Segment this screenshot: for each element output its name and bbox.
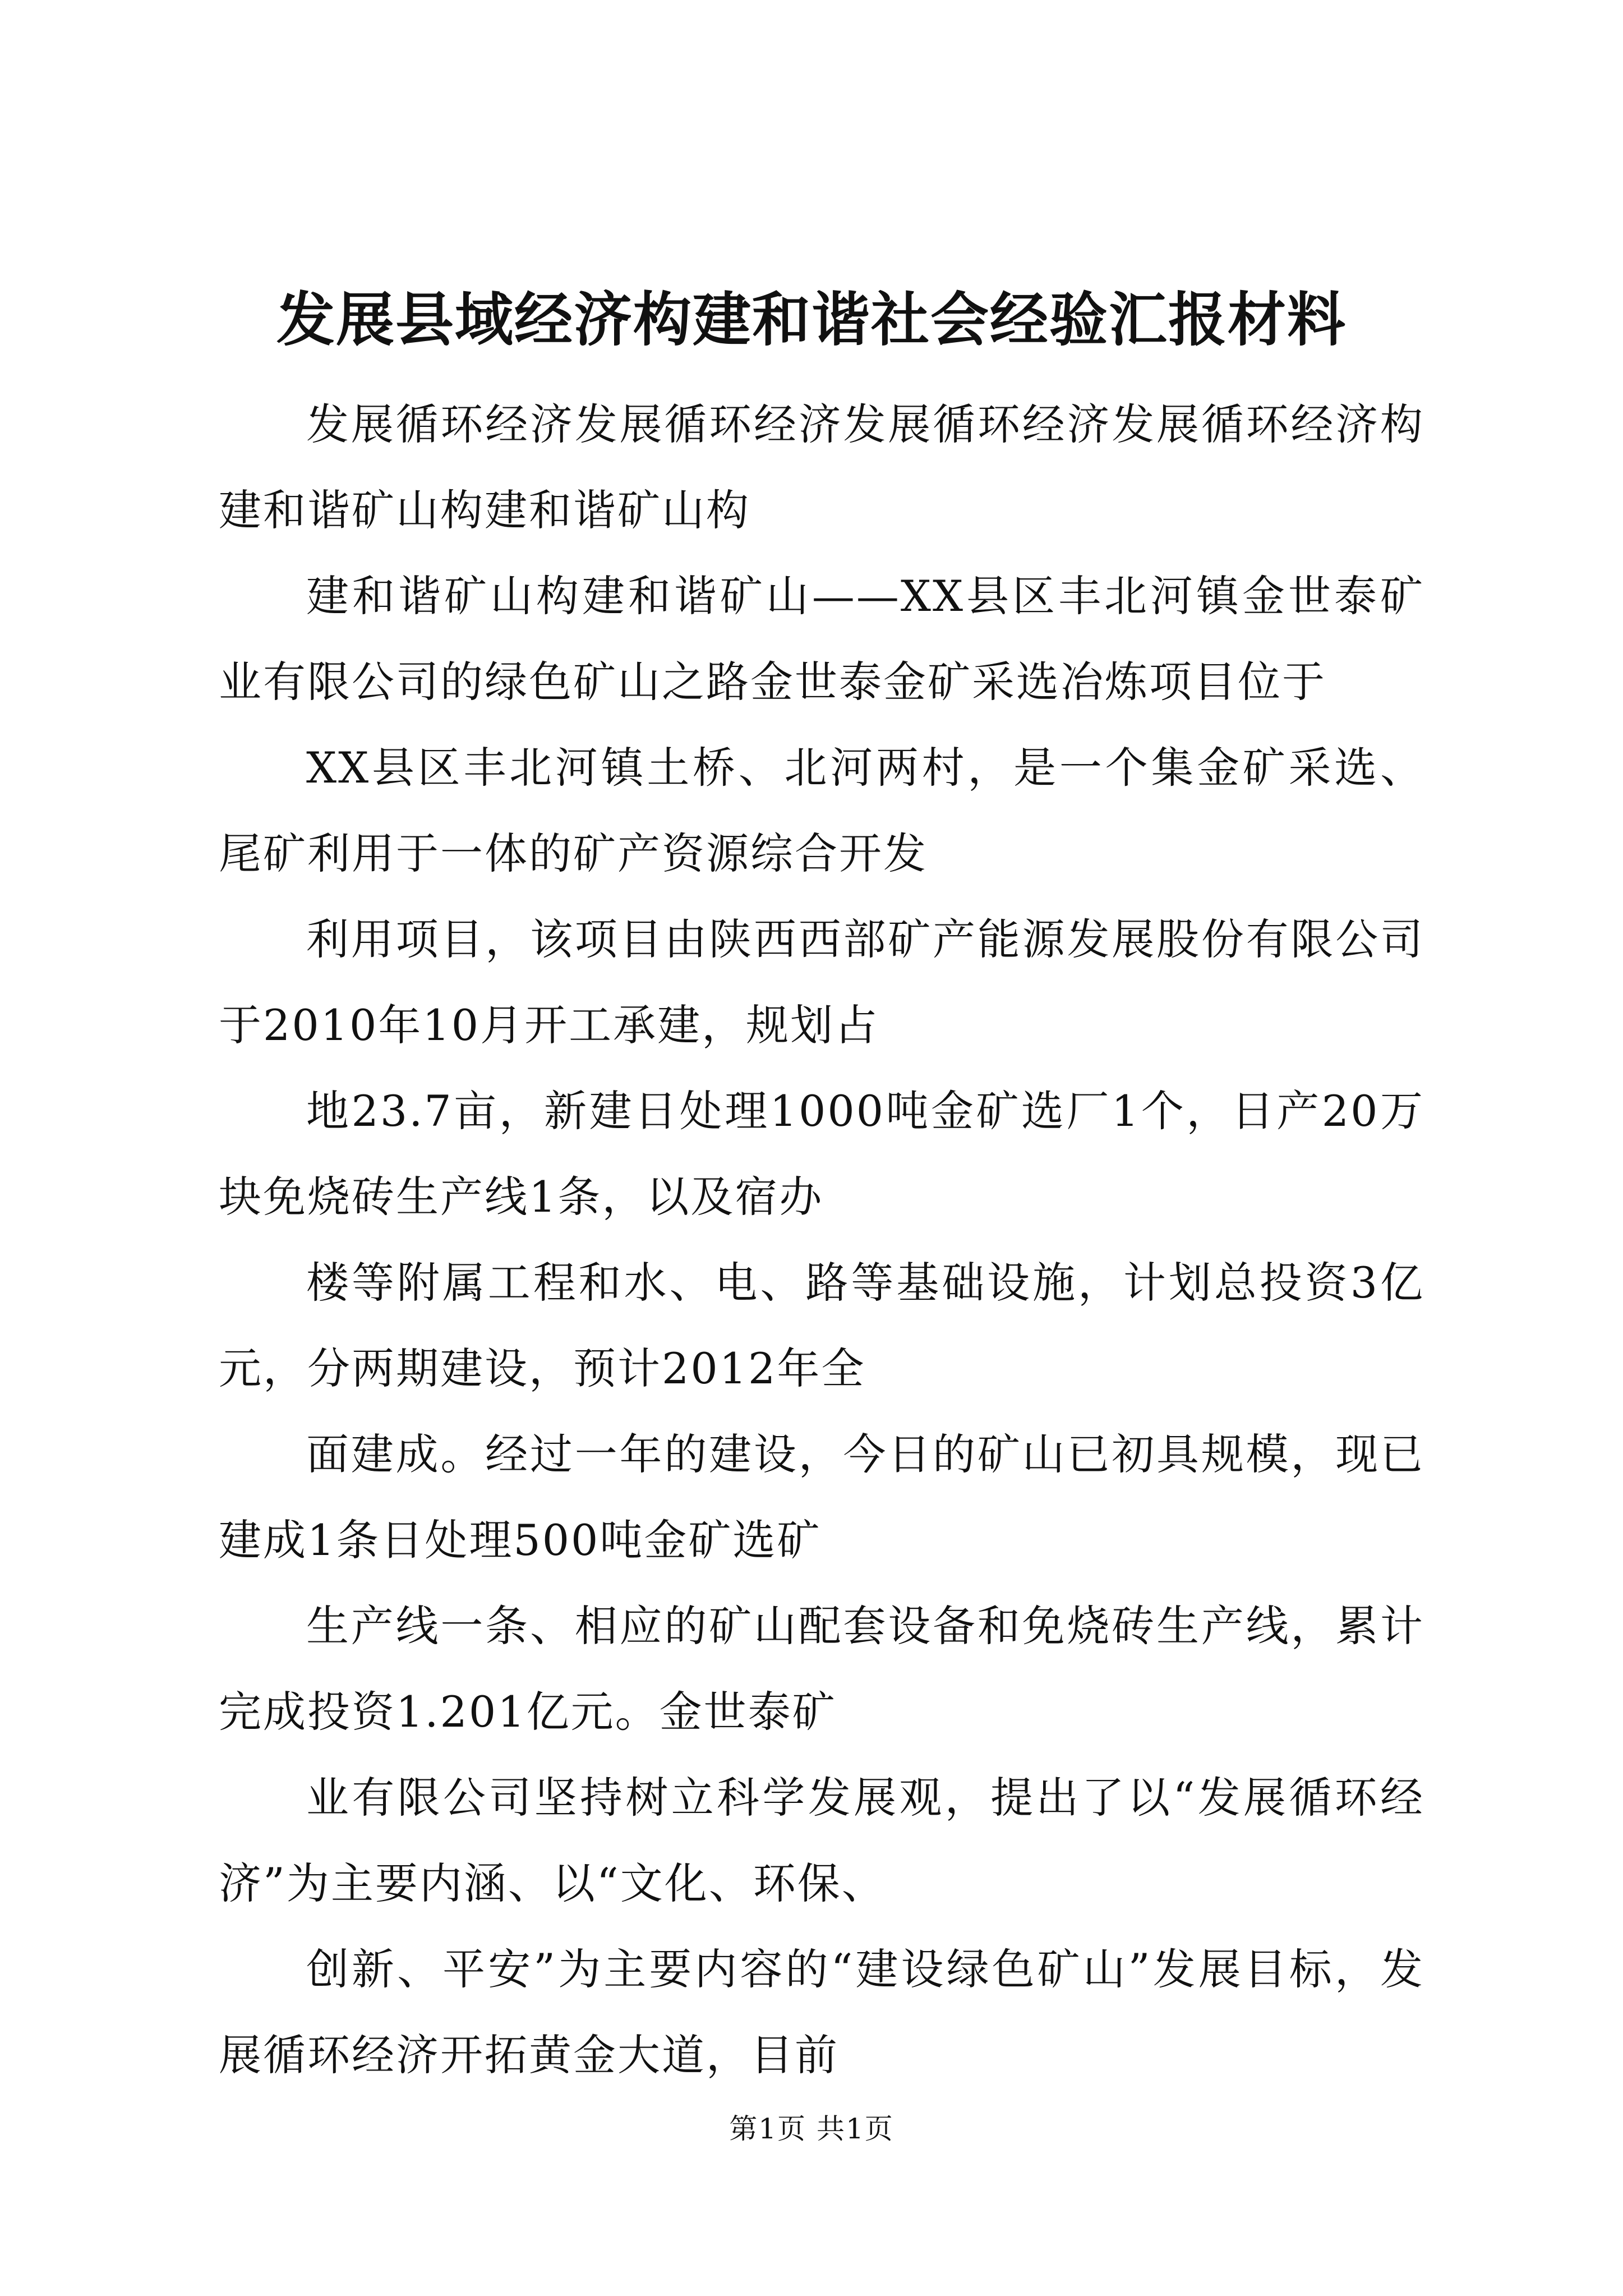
paragraph: 业有限公司坚持树立科学发展观，提出了以“发展循环经济”为主要内涵、以“文化、环保、 bbox=[219, 1773, 1424, 1908]
document-title: 发展县域经济构建和谐社会经验汇报材料 bbox=[276, 285, 1347, 354]
paragraph: 地23.7亩，新建日处理1000吨金矿选厂1个，日产20万块免烧砖生产线1条，以及宿办 bbox=[219, 1086, 1424, 1222]
paragraph: 发展循环经济发展循环经济发展循环经济发展循环经济构建和谐矿山构建和谐矿山构 bbox=[219, 399, 1424, 535]
document-body bbox=[219, 381, 1424, 2098]
paragraph: XX县区丰北河镇土桥、北河两村，是一个集金矿采选、尾矿利用于一体的矿产资源综合开发 bbox=[219, 743, 1424, 878]
paragraph: 楼等附属工程和水、电、路等基础设施，计划总投资3亿元，分两期建设，预计2012年全 bbox=[219, 1258, 1424, 1393]
page-footer: 第1页 共1页 bbox=[729, 2113, 894, 2145]
paragraph: 面建成。经过一年的建设，今日的矿山已初具规模，现已建成1条日处理500吨金矿选矿 bbox=[219, 1429, 1424, 1565]
paragraph: 生产线一条、相应的矿山配套设备和免烧砖生产线，累计完成投资1.201亿元。金世泰矿 bbox=[219, 1601, 1424, 1737]
paragraph: 创新、平安”为主要内容的“建设绿色矿山”发展目标，发展循环经济开拓黄金大道，目前 bbox=[219, 1944, 1424, 2080]
paragraph: 建和谐矿山构建和谐矿山——XX县区丰北河镇金世泰矿业有限公司的绿色矿山之路金世泰金矿采选冶炼项目位于 bbox=[219, 571, 1424, 707]
paragraph: 利用项目，该项目由陕西西部矿产能源发展股份有限公司于2010年10月开工承建，规划占 bbox=[219, 914, 1424, 1050]
